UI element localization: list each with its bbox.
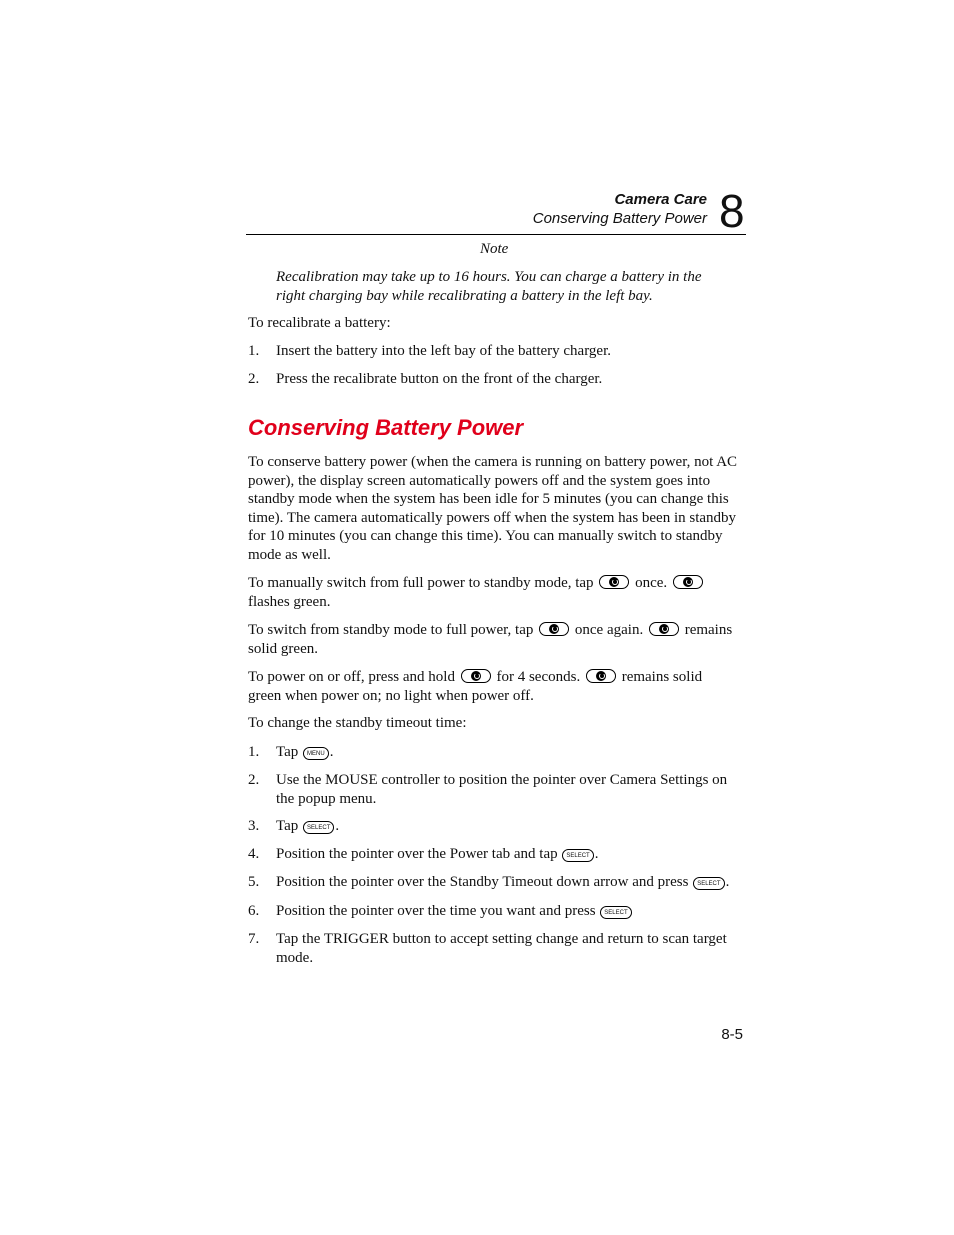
header-rule (246, 234, 746, 235)
note-label: Note (480, 241, 509, 257)
power-button-icon (673, 575, 703, 589)
list-text: Tap MENU . (276, 744, 334, 760)
list-text: Position the pointer over the Power tab and tap SELECT . (276, 846, 599, 862)
list-number: 1. (248, 744, 260, 760)
list-text: Tap the TRIGGER button to accept setting change and return to scan target mode. (276, 931, 727, 966)
select-button-icon: SELECT (600, 906, 631, 919)
list-text: Use the MOUSE controller to position the pointer over Camera Settings on the popup menu. (276, 772, 728, 807)
list-number: 2. (248, 772, 260, 788)
list-text: Position the pointer over the time you want and press SELECT (276, 902, 743, 921)
paragraph-on-off (248, 668, 738, 705)
text: once again. (574, 622, 644, 638)
list-number: 2. (248, 371, 260, 387)
section-title: Conserving Battery Power (532, 210, 707, 227)
list-text: Insert the battery into the left bay of the battery charger. (276, 343, 612, 359)
text: once. (635, 575, 668, 591)
list-text: Position the pointer over the Standby Timeout down arrow and press SELECT . (276, 874, 730, 890)
text: for 4 seconds. (496, 669, 581, 685)
list-number: 7. (248, 931, 260, 947)
text: remains solid green. (248, 622, 733, 657)
section-heading: Conserving Battery Power (248, 415, 524, 440)
section-intro: To conserve battery power (when the camera is running on battery power, not AC power), the display screen automatically powers off and the system goes into standby mode when the system has been idle for 5 minutes (you can change this time). The camera automatically powers off when the system has been in standby for 10 minutes (you can change this time). You can manually switch to standby mode as well. (248, 454, 738, 563)
list-number: 3. (248, 818, 260, 834)
menu-button-icon: MENU (303, 747, 329, 760)
select-button-icon: SELECT (303, 821, 334, 834)
list-number: 4. (248, 846, 260, 862)
text: To manually switch from full power to standby mode, tap (248, 575, 594, 591)
page-number: 8-5 (721, 1026, 743, 1043)
list-number: 6. (248, 903, 260, 919)
select-button-icon: SELECT (562, 849, 593, 862)
text: remains solid green when power on; no light when power off. (248, 669, 703, 704)
timeout-intro: To change the standby timeout time: (248, 715, 467, 731)
power-button-icon (599, 575, 629, 589)
paragraph-standby (248, 574, 738, 611)
list-number: 5. (248, 874, 260, 890)
power-button-icon (586, 669, 616, 683)
chapter-title: Camera Care (614, 191, 707, 208)
chapter-number: 8 (719, 185, 745, 237)
list-number: 1. (248, 343, 260, 359)
paragraph-full-power (248, 621, 738, 658)
recalibrate-intro: To recalibrate a battery: (248, 315, 391, 331)
list-text: Tap SELECT . (276, 818, 340, 834)
power-button-icon (461, 669, 491, 683)
note-text: Recalibration may take up to 16 hours. You can charge a battery in the right charging bay while recalibrating a battery in the left bay. (276, 269, 702, 304)
select-button-icon: SELECT (693, 877, 724, 890)
power-button-icon (539, 622, 569, 636)
text: To power on or off, press and hold (248, 669, 455, 685)
text: To switch from standby mode to full power, tap (248, 622, 534, 638)
text: flashes green. (248, 593, 331, 610)
power-button-icon (649, 622, 679, 636)
list-text: Press the recalibrate button on the front of the charger. (276, 371, 603, 387)
